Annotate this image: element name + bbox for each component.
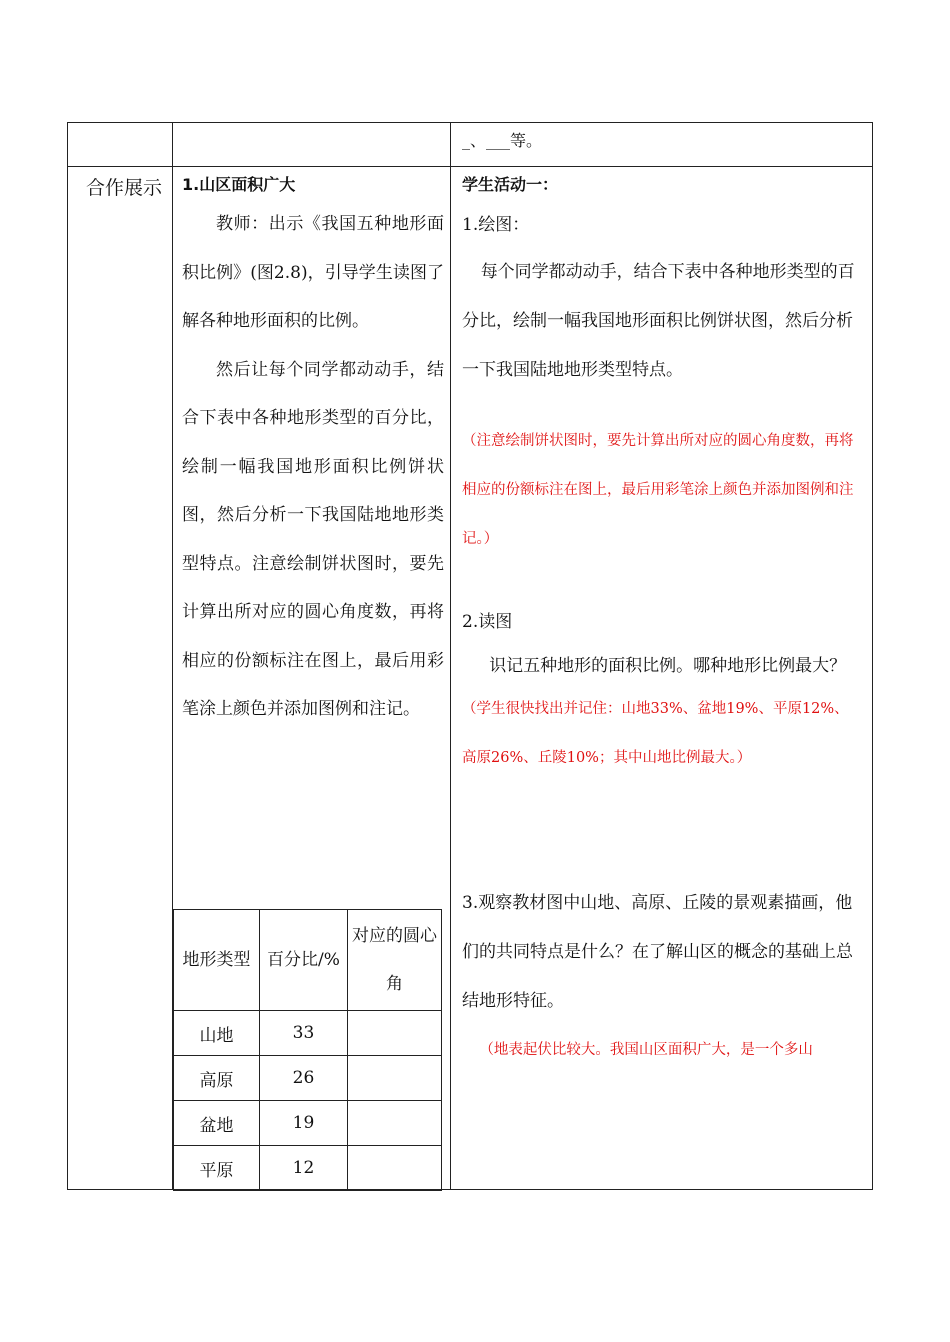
percent-cell: 33 (260, 1011, 348, 1056)
terrain-table (173, 909, 442, 1191)
terrain-type-cell: 山地 (174, 1011, 260, 1056)
step3-body: 3.观察教材图中山地、高原、丘陵的景观素描画，他们的共同特点是什么？在了解山区的概念的基础上总结地形特征。 (462, 893, 853, 1011)
step1-body: 每个同学都动动手，结合下表中各种地形类型的百分比，绘制一幅我国地形面积比例饼状图，然后分析一下我国陆地地形类型特点。 (462, 262, 855, 380)
header-percent: 百分比/% (260, 910, 348, 1011)
percent-cell: 12 (260, 1146, 348, 1191)
terrain-type-cell: 平原 (174, 1146, 260, 1191)
step3-note: （地表起伏比较大。我国山区面积广大，是一个多山 (479, 1042, 813, 1058)
angle-cell[interactable] (348, 1056, 442, 1101)
terrain-type-cell: 盆地 (174, 1101, 260, 1146)
terrain-type-cell: 高原 (174, 1056, 260, 1101)
section-label: 合作展示 (85, 177, 162, 199)
angle-cell[interactable] (348, 1011, 442, 1056)
top-row-text: _、___等。 (462, 131, 543, 150)
table-left-border (67, 122, 68, 1190)
header-terrain-type: 地形类型 (174, 910, 260, 1011)
angle-cell[interactable] (348, 1146, 442, 1191)
angle-cell[interactable] (348, 1101, 442, 1146)
step1-title: 1.绘图： (462, 215, 530, 235)
step2-body: 识记五种地形的面积比例。哪种地形比例最大？ (489, 656, 847, 676)
table-row (174, 1146, 442, 1191)
step2-title: 2.读图 (462, 612, 513, 632)
step2-note: （学生很快找出并记住：山地33%、盆地19%、平原12%、高原26%、丘陵10%；其中山地比例最大。） (462, 701, 849, 766)
header-angle: 对应的圆心角 (348, 910, 442, 1011)
percent-cell: 26 (260, 1056, 348, 1101)
row-divider (67, 166, 873, 167)
step1-note: （注意绘制饼状图时，要先计算出所对应的圆心角度数，再将相应的份额标注在图上，最后用彩笔涂上颜色并添加图例和注记。） (462, 433, 854, 547)
student-activity-title: 学生活动一： (462, 175, 559, 194)
teacher-paragraph-2: 然后让每个同学都动动手，结合下表中各种地形类型的百分比，绘制一幅我国地形面积比例饼状图，然后分析一下我国陆地地形类型特点。注意绘制饼状图时，要先计算出所对应的圆心角度数，再将相应的份额标注在图上，最后用彩笔涂上颜色并添加图例和注记。 (182, 359, 444, 719)
table-row (174, 1011, 442, 1056)
column-divider-2 (450, 122, 451, 1190)
teacher-heading: 1.山区面积广大 (182, 175, 296, 194)
percent-cell: 19 (260, 1101, 348, 1146)
table-row (174, 1056, 442, 1101)
terrain-table-header (174, 910, 442, 1011)
teacher-paragraph-1: 教师：出示《我国五种地形面积比例》(图2.8)，引导学生读图了解各种地形面积的比例。 (182, 214, 444, 331)
student-column (462, 170, 862, 1075)
table-top-border (67, 122, 873, 123)
table-row (174, 1101, 442, 1146)
teacher-column (182, 170, 444, 734)
table-right-border (872, 122, 873, 1190)
